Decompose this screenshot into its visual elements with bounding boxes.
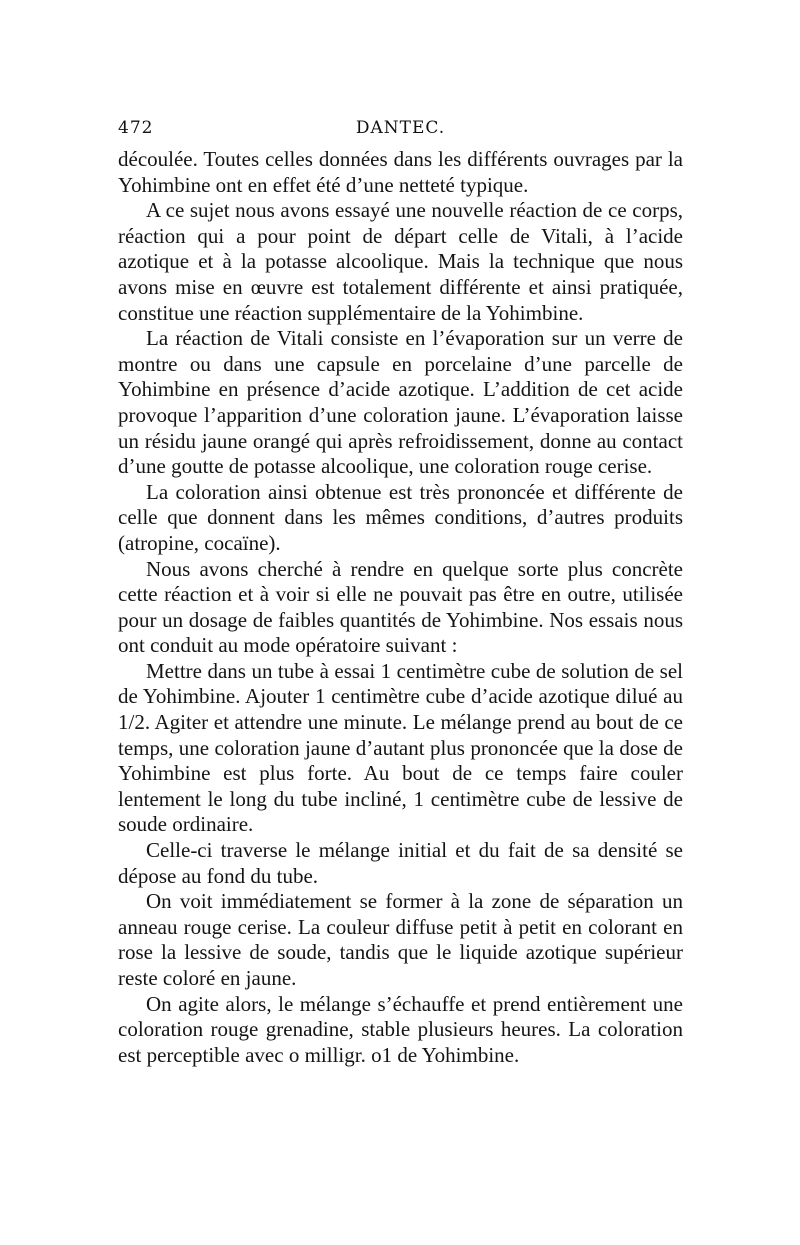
paragraph: La réaction de Vitali consiste en l’évaporation sur un verre de montre ou dans une capsule en porcelaine d’une parcelle de Yohimbine en présence d’acide azotique. L’addition de cet acide provoque l’apparition d’une coloration jaune. L’évaporation laisse un résidu jaune orangé qui après refroidissement, donne au contact d’une goutte de potasse alcoolique, une coloration rouge cerise. bbox=[118, 326, 683, 479]
running-head bbox=[118, 118, 683, 144]
paragraph: On agite alors, le mélange s’échauffe et prend entièrement une coloration rouge grenadine, stable plusieurs heures. La coloration est perceptible avec o milligr. o1 de Yohimbine. bbox=[118, 991, 683, 1067]
paragraph: découlée. Toutes celles données dans les différents ouvrages par la Yohimbine ont en effet été d’une netteté typique. bbox=[118, 147, 683, 197]
paragraph: On voit immédiatement se former à la zone de séparation un anneau rouge cerise. La couleur diffuse petit à petit en colorant en rose la lessive de soude, tandis que le liquide azotique supérieur reste coloré en jaune. bbox=[118, 889, 683, 990]
running-title: DANTEC. bbox=[355, 118, 446, 138]
paragraph: A ce sujet nous avons essayé une nouvelle réaction de ce corps, réaction qui a pour point de départ celle de Vitali, à l’acide azotique et à la potasse alcoolique. Mais la technique que nous avons mise en œuvre est totalement différente et ainsi pratiquée, constitue une réaction supplémentaire de la Yohimbine. bbox=[118, 198, 683, 325]
paragraph: Celle-ci traverse le mélange initial et du fait de sa densité se dépose au fond du tube. bbox=[118, 838, 683, 888]
body-text bbox=[118, 147, 683, 1068]
paragraph: Nous avons cherché à rendre en quelque sorte plus concrète cette réaction et à voir si elle ne pouvait pas être en outre, utilisée pour un dosage de faibles quantités de Yohimbine. Nos essais nous ont conduit au mode opératoire suivant : bbox=[118, 556, 683, 658]
paragraph: La coloration ainsi obtenue est très prononcée et différente de celle que donnent dans les mêmes conditions, d’autres produits (atropine, cocaïne). bbox=[118, 479, 683, 555]
page-number: 472 bbox=[118, 118, 154, 138]
paragraph: Mettre dans un tube à essai 1 centimètre cube de solution de sel de Yohimbine. Ajouter 1 centimètre cube d’acide azotique dilué au 1/2. Agiter et attendre une minute. Le mélange prend au bout de ce temps, une coloration jaune d’autant plus prononcée que la dose de Yohimbine est plus forte. Au bout de ce temps faire couler lentement le long du tube incliné, 1 centimètre cube de lessive de soude ordinaire. bbox=[118, 658, 683, 837]
